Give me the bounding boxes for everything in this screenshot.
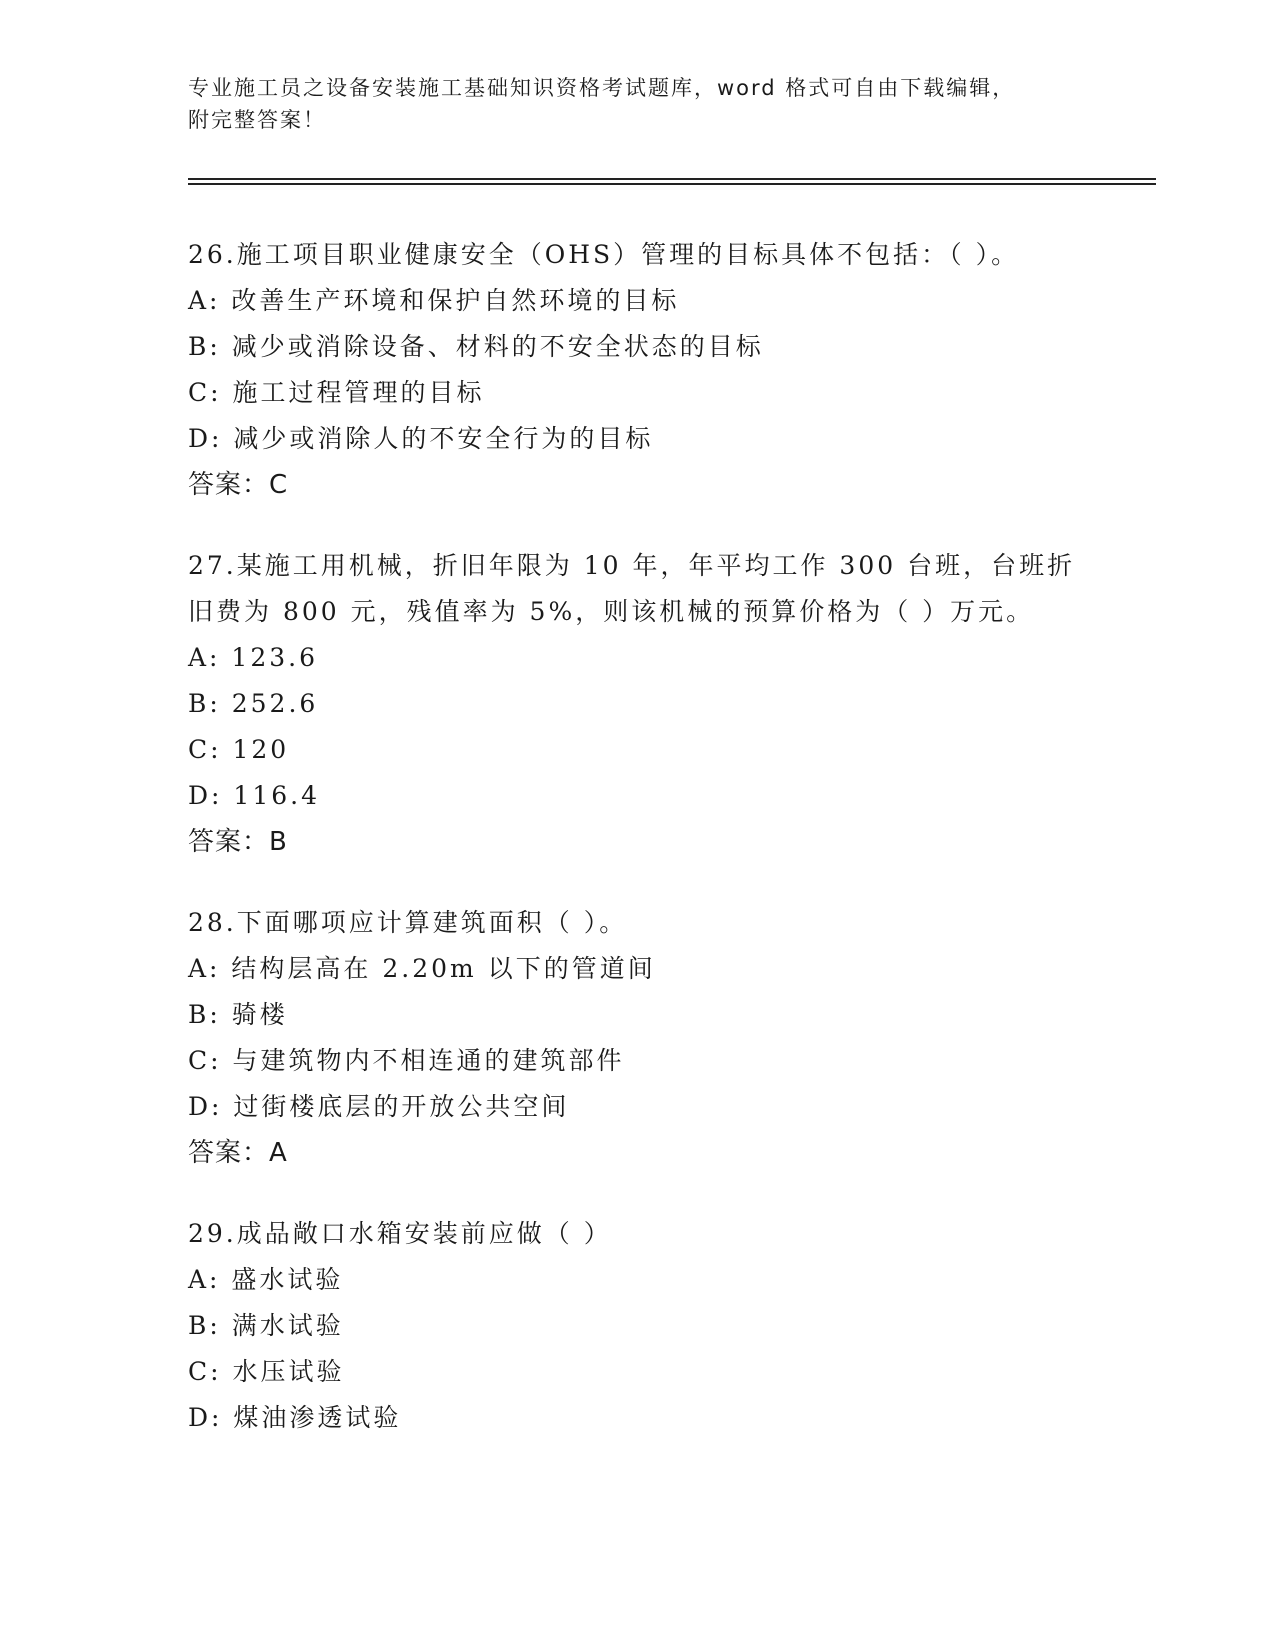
question-stem: 26.施工项目职业健康安全（OHS）管理的目标具体不包括：（ ）。 [188,240,1020,269]
option-d: D: 116.4 [188,781,320,810]
option-d: D: 过街楼底层的开放公共空间 [188,1092,570,1121]
header-line-2: 附完整答案！ [188,108,326,132]
question-26 [188,232,1088,508]
question-stem: 28.下面哪项应计算建筑面积（ ）。 [188,908,628,937]
question-stem: 29.成品敞口水箱安装前应做（ ） [188,1219,612,1248]
option-b: B: 满水试验 [188,1311,344,1340]
question-29 [188,1211,1088,1441]
option-a: A: 123.6 [188,643,318,672]
question-stem-line-1: 27.某施工用机械，折旧年限为 10 年，年平均工作 300 台班，台班折 [188,551,1076,580]
option-a: A: 盛水试验 [188,1265,344,1294]
option-b: B: 252.6 [188,689,319,718]
answer: 答案：B [188,827,288,857]
header-rule-top [188,178,1156,180]
document-header [188,72,1068,136]
answer: 答案：C [188,470,289,500]
option-a: A: 改善生产环境和保护自然环境的目标 [188,286,680,315]
option-a: A: 结构层高在 2.20m 以下的管道间 [188,954,656,983]
option-b: B: 骑楼 [188,1000,288,1029]
option-c: C: 水压试验 [188,1357,345,1386]
option-c: C: 施工过程管理的目标 [188,378,485,407]
answer: 答案：A [188,1138,288,1168]
header-line-1: 专业施工员之设备安装施工基础知识资格考试题库，word 格式可自由下载编辑， [188,76,1016,100]
question-stem-line-2: 旧费为 800 元，残值率为 5%，则该机械的预算价格为（ ）万元。 [188,597,1035,626]
question-28 [188,900,1088,1176]
option-b: B: 减少或消除设备、材料的不安全状态的目标 [188,332,764,361]
question-list [188,232,1088,1476]
option-d: D: 煤油渗透试验 [188,1403,402,1432]
option-d: D: 减少或消除人的不安全行为的目标 [188,424,654,453]
option-c: C: 与建筑物内不相连通的建筑部件 [188,1046,625,1075]
question-27 [188,543,1088,865]
header-rule-bottom [188,183,1156,185]
option-c: C: 120 [188,735,290,764]
